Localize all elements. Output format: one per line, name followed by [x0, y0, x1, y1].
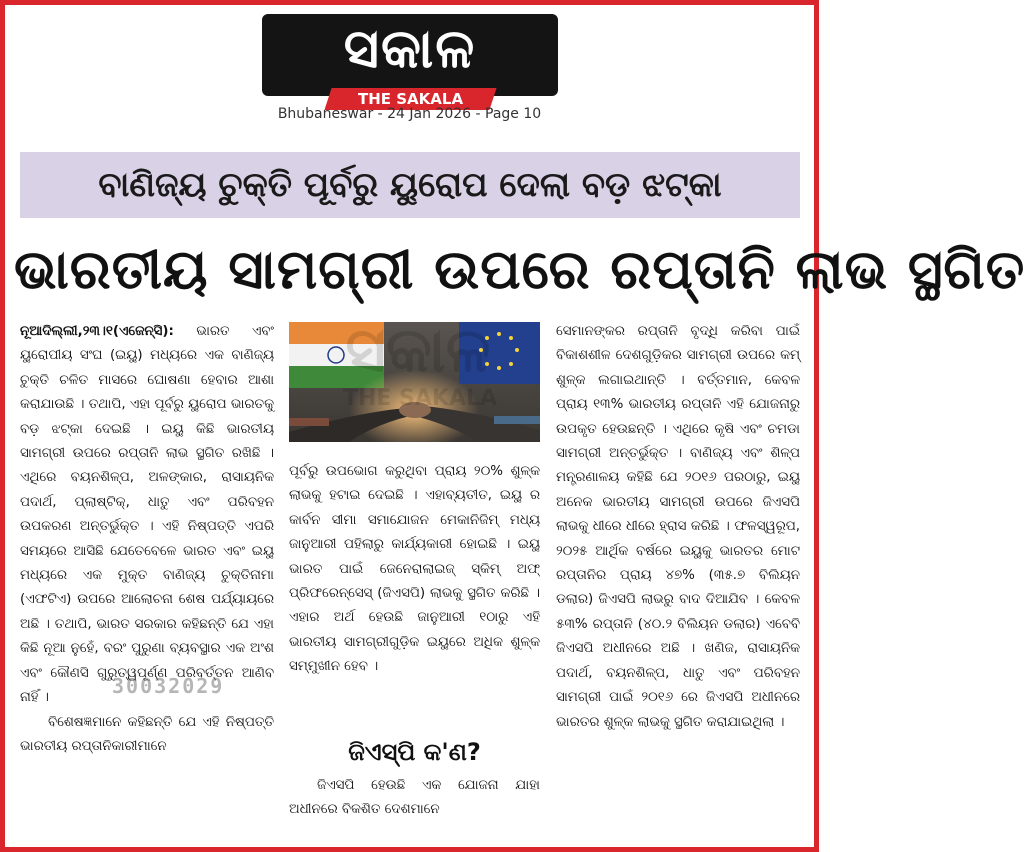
article-column-3: [556, 320, 800, 836]
article-column-2: [289, 460, 540, 730]
logo-subtitle: THE SAKALA: [357, 90, 464, 108]
masthead: [0, 8, 819, 108]
gsp-subheading: ଜିଏସ୍‌ପି କ'ଣ?: [348, 738, 481, 766]
column-1-paragraph-2: ବିଶେଷଜ୍ଞମାନେ କହିଛନ୍ତି ଯେ ଏହି ନିଷ୍ପତ୍ତି ଭାରତୀୟ ରପ୍ତାନିକାରୀମାନେ: [20, 714, 274, 754]
column-2-paragraph-2: ଜିଏସପି ହେଉଛି ଏକ ଯୋଜନା ଯାହା ଅଧୀନରେ ବିକଶିତ ଦେଶମାନେ: [289, 778, 540, 818]
column-3-paragraph-1: ସେମାନଙ୍କର ରପ୍ତାନି ବୃଦ୍ଧି କରିବା ପାଇଁ ବିକାଶଶୀଳ ଦେଶଗୁଡ଼ିକର ସାମଗ୍ରୀ ଉପରେ କମ୍ ଶୁଳ୍କ ଲଗାଇଥାନ୍ତି । ବର୍ତ୍ତମାନ, କେବଳ ପ୍ରାୟ ୧୩% ଭାରତୀୟ ରପ୍ତାନି ଏହି ଯୋଜନାରୁ ଉପକୃତ ହେଉଛନ୍ତି । ଏଥିରେ କୃଷି ଏବଂ ଚମଡା ସାମଗ୍ରୀ ଅନ୍ତର୍ଭୁକ୍ତ । ବାଣିଜ୍ୟ ଏବଂ ଶିଳ୍ପ ମନ୍ତ୍ରଣାଳୟ କହିଛି ଯେ ୨୦୧୬ ପରଠାରୁ, ଇୟୁ ଅନେକ ଭାରତୀୟ ସାମଗ୍ରୀ ଉପରେ ଜିଏସପି ଲାଭକୁ ଧୀରେ ଧୀରେ ହ୍ରାସ କରିଛି । ଫଳସ୍ୱରୂପ, ୨୦୨୫ ଆର୍ଥିକ ବର୍ଷରେ ଇୟୁକୁ ଭାରତର ମୋଟ ରପ୍ତାନିର ପ୍ରାୟ ୪୭% (୩୫.୭ ବିଲିୟନ ଡଲାର) ଜିଏସପି ଲାଭରୁ ବାଦ ଦିଆଯିବ । କେବଳ ୫୩% ରପ୍ତାନି (୪୦.୨ ବିଲିୟନ ଡଲାର) ଏବେବି ଜିଏସପି ଅଧୀନରେ ଅଛି । ଖଣିଜ, ରାସାୟନିକ ପଦାର୍ଥ, ବୟନଶିଳ୍ପ, ଧାତୁ ଏବଂ ପରିବହନ ସାମଗ୍ରୀ ପାଇଁ ୨୦୧୬ ରେ ଜିଏସପି ଅଧୀନରେ ଭାରତର ଶୁଳ୍କ ଲାଭକୁ ସ୍ଥଗିତ କରାଯାଇଥିଲା ।: [556, 324, 800, 730]
main-headline: ଭାରତୀୟ ସାମଗ୍ରୀ ଉପରେ ରପ୍ତାନି ଲାଭ ସ୍ଥଗିତ: [14, 238, 1025, 301]
article-dateline: ନୂଆଦିଲ୍ଲୀ,୨୩।୧(ଏଜେନ୍ସି):: [20, 324, 174, 339]
column-1-paragraph-1: [20, 320, 274, 711]
edition-dateline: Bhubaneswar - 24 Jan 2026 - Page 10: [277, 106, 542, 122]
article-photo: [289, 322, 540, 442]
newspaper-logo: [262, 14, 558, 96]
kicker-headline: ବାଣିଜ୍ୟ ଚୁକ୍ତି ପୂର୍ବରୁ ୟୁରୋପ ଦେଲା ବଡ଼ ଝଟ୍‌କା: [20, 152, 800, 218]
column-1-text: ଭାରତ ଏବଂ ୟୁରୋପୀୟ ସଂଘ (ଇୟୁ) ମଧ୍ୟରେ ଏକ ବାଣିଜ୍ୟ ଚୁକ୍ତି ଚଳିତ ମାସରେ ଘୋଷଣା ହେବାର ଆଶା କରାଯାଉଛି । ତଥାପି, ଏହା ପୂର୍ବରୁ ୟୁରୋପ ଭାରତକୁ ବଡ଼ ଝଟ୍‌କା ଦେଇଛି । ଇୟୁ କିଛି ଭାରତୀୟ ସାମଗ୍ରୀ ଉପରେ ରପ୍ତାନି ଲାଭ ସ୍ଥଗିତ ରଖିଛି । ଏଥିରେ ବୟନଶିଳ୍ପ, ଅଳଙ୍କାର, ରାସାୟନିକ ପଦାର୍ଥ, ପ୍ଲାଷ୍ଟିକ୍, ଧାତୁ ଏବଂ ପରିବହନ ଉପକରଣ ଅନ୍ତର୍ଭୁକ୍ତ । ଏହି ନିଷ୍ପତ୍ତି ଏପରି ସମୟରେ ଆସିଛି ଯେତେବେଳେ ଭାରତ ଏବଂ ଇୟୁ ମଧ୍ୟରେ ଏକ ମୁକ୍ତ ବାଣିଜ୍ୟ ଚୁକ୍ତିନାମା (ଏଫଟିଏ) ଉପରେ ଆଲୋଚନା ଶେଷ ପର୍ଯ୍ୟାୟରେ ଅଛି । ତଥାପି, ଭାରତ ସରକାର କହିଛନ୍ତି ଯେ ଏହା କିଛି ନୂଆ ନୁହେଁ, ବରଂ ପୁରୁଣା ବ୍ୟବସ୍ଥାର ଏକ ଅଂଶ ଏବଂ କୌଣସି ଗୁରୁତ୍ୱପୂର୍ଣ୍ଣ ପରିବର୍ତ୍ତନ ଆଣିବ ନାହିଁ ।: [20, 324, 274, 706]
logo-text: ସକାଳ: [343, 17, 477, 80]
article-column-2-continued: [289, 774, 540, 834]
article-column-1: [20, 320, 274, 836]
handshake-flags-icon: [289, 322, 540, 442]
column-2-paragraph-1: ପୂର୍ବରୁ ଉପଭୋଗ କରୁଥିବା ପ୍ରାୟ ୨୦% ଶୁଳ୍କ ଲାଭକୁ ହଟାଇ ଦେଇଛି । ଏହାବ୍ୟତୀତ, ଇୟୁ ର କାର୍ବନ ସୀମା ସମାଯୋଜନ ମେକାନିଜିମ୍ ମଧ୍ୟ ଜାନୁଆରୀ ପହିଲାରୁ କାର୍ଯ୍ୟକାରୀ ହୋଇଛି । ଇୟୁ ଭାରତ ପାଇଁ ଜେନେରାଲାଇଜ୍ ସ୍କିମ୍ ଅଫ୍ ପ୍ରିଫରେନ୍ସେସ୍ (ଜିଏସପି) ଲାଭକୁ ସ୍ଥଗିତ କରିଛି । ଏହାର ଅର୍ଥ ହେଉଛି ଜାନୁଆରୀ ୧ଠାରୁ ଏହି ଭାରତୀୟ ସାମଗ୍ରୀଗୁଡ଼ିକ ଇୟୁରେ ଅଧିକ ଶୁଳ୍କ ସମ୍ମୁଖୀନ ହେବ ।: [289, 464, 540, 675]
stamp-watermark: 30032029: [112, 674, 225, 698]
